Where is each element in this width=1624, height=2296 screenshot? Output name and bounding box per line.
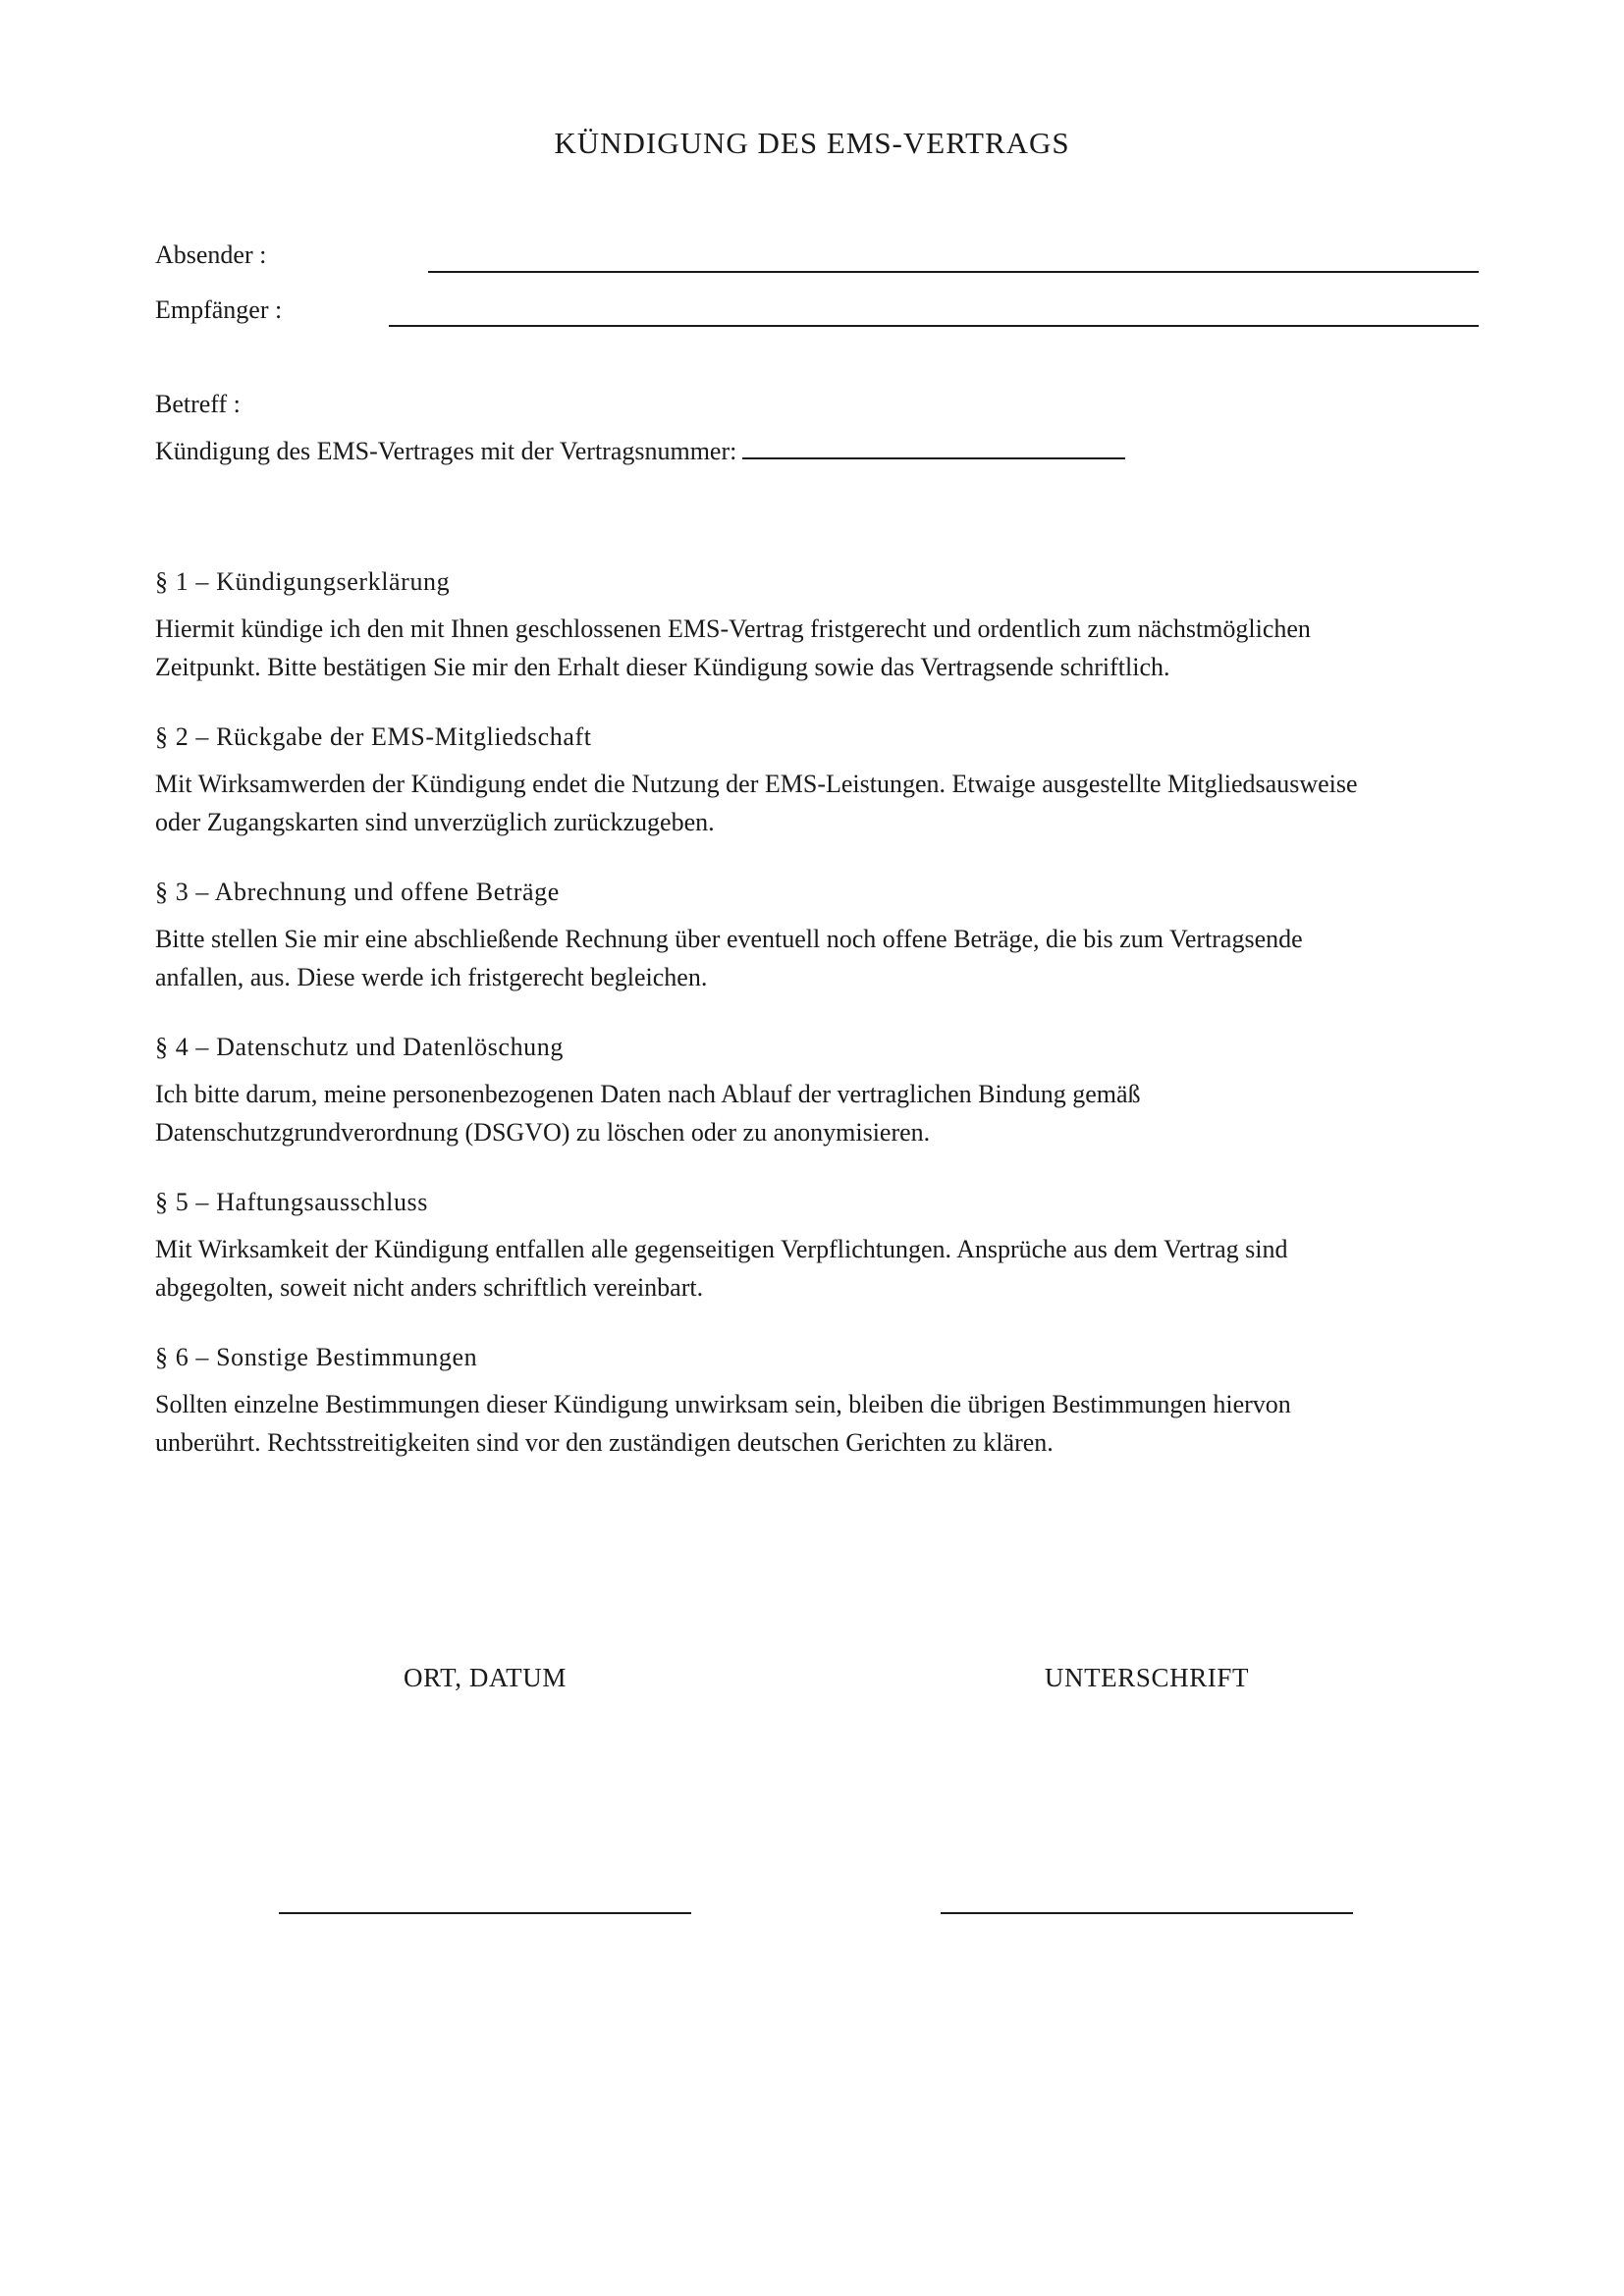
section-heading-5: § 5 – Haftungsausschluss <box>155 1188 428 1216</box>
section-2-line-1: Mit Wirksamwerden der Kündigung endet die Nutzung der EMS-Leistungen. Etwaige ausgestellte Mitgliedsausweise <box>155 770 1358 798</box>
place-date-label: ORT, DATUM <box>404 1663 567 1692</box>
section-4-line-1: Ich bitte darum, meine personenbezogenen Daten nach Ablauf der vertraglichen Bindung gemäß <box>155 1080 1141 1108</box>
signature-line[interactable] <box>941 1912 1353 1914</box>
section-heading-4: § 4 – Datenschutz und Datenlöschung <box>155 1033 564 1061</box>
section-6-line-2: unberührt. Rechtsstreitigkeiten sind vor den zuständigen deutschen Gerichten zu klären. <box>155 1428 1054 1457</box>
section-heading-1: § 1 – Kündigungserklärung <box>155 567 451 596</box>
section-heading-3: § 3 – Abrechnung und offene Beträge <box>155 878 560 906</box>
section-2-line-2: oder Zugangskarten sind unverzüglich zurückzugeben. <box>155 808 715 836</box>
section-1-line-2: Zeitpunkt. Bitte bestätigen Sie mir den Erhalt dieser Kündigung sowie das Vertragsende schriftlich. <box>155 653 1170 681</box>
place-date-line[interactable] <box>279 1912 691 1914</box>
recipient-input-line[interactable] <box>389 325 1479 327</box>
subject-line <box>155 434 1125 468</box>
sender-input-line[interactable] <box>428 271 1479 273</box>
section-heading-6: § 6 – Sonstige Bestimmungen <box>155 1343 478 1371</box>
section-5-line-1: Mit Wirksamkeit der Kündigung entfallen alle gegenseitigen Verpflichtungen. Ansprüche aus dem Vertrag sind <box>155 1235 1288 1263</box>
sender-label: Absender : <box>155 240 267 269</box>
subject-text: Kündigung des EMS-Vertrages mit der Vertragsnummer: <box>155 437 737 465</box>
section-5-line-2: abgegolten, soweit nicht anders schriftlich vereinbart. <box>155 1273 704 1302</box>
subject-label: Betreff : <box>155 390 241 418</box>
section-6-line-1: Sollten einzelne Bestimmungen dieser Kündigung unwirksam sein, bleiben die übrigen Bestimmungen hiervon <box>155 1390 1291 1418</box>
section-4-line-2: Datenschutzgrundverordnung (DSGVO) zu löschen oder zu anonymisieren. <box>155 1118 931 1147</box>
contract-number-blank[interactable] <box>742 434 1125 459</box>
recipient-label: Empfänger : <box>155 295 283 324</box>
document-title: KÜNDIGUNG DES EMS-VERTRAGS <box>554 126 1070 160</box>
signature-label: UNTERSCHRIFT <box>1044 1663 1250 1692</box>
section-3-line-2: anfallen, aus. Diese werde ich fristgerecht begleichen. <box>155 963 708 991</box>
section-1-line-1: Hiermit kündige ich den mit Ihnen geschlossenen EMS-Vertrag fristgerecht und ordentlich zum nächstmöglichen <box>155 614 1311 643</box>
section-3-line-1: Bitte stellen Sie mir eine abschließende Rechnung über eventuell noch offene Beträge, die bis zum Vertragsende <box>155 925 1303 953</box>
section-heading-2: § 2 – Rückgabe der EMS-Mitgliedschaft <box>155 722 592 751</box>
